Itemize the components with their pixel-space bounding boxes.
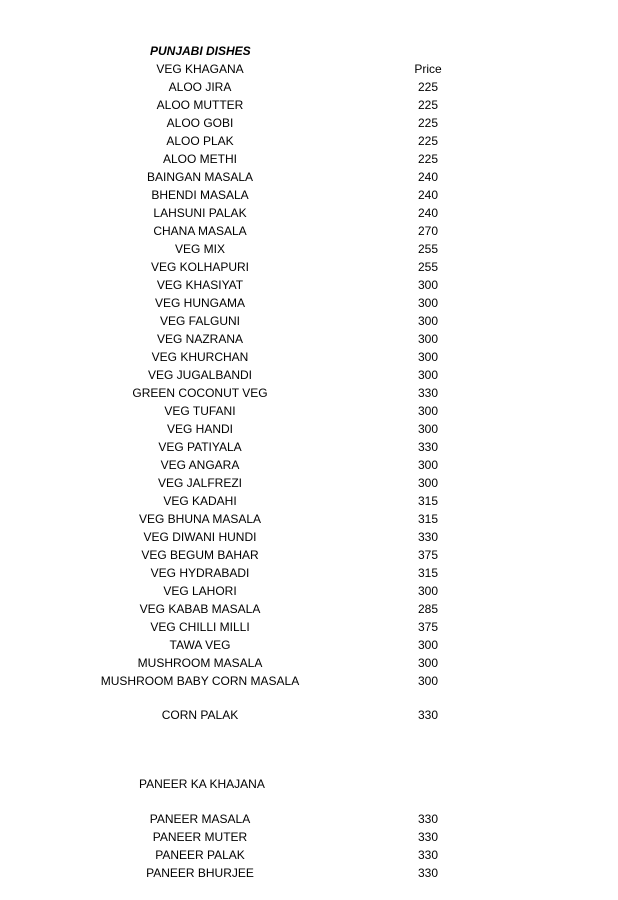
menu-item-name: VEG KHASIYAT [156,278,244,292]
menu-item-price: 330 [417,708,439,722]
price-header-row [0,60,618,78]
menu-item-name: VEG KOLHAPURI [150,260,250,274]
menu-item-row [0,654,618,672]
section-title-paneer-ka-khajana: PANEER KA KHAJANA [139,777,265,791]
menu-item-name: VEG LAHORI [163,584,237,598]
menu-item-row [0,546,618,564]
menu-item-row [0,456,618,474]
menu-item-row [0,330,618,348]
menu-item-price: 300 [417,296,439,310]
menu-item-name: ALOO METHI [162,152,237,166]
menu-item-row [0,492,618,510]
menu-item-name: ALOO PLAK [166,134,234,148]
menu-item-price: 300 [417,476,439,490]
menu-item-name: VEG MIX [174,242,225,256]
menu-item-price: 300 [417,458,439,472]
menu-item-row [0,312,618,330]
menu-item-row [0,672,618,690]
menu-item-price: 330 [417,386,439,400]
menu-item-name: CHANA MASALA [153,224,247,238]
menu-item-name: VEG DIWANI HUNDI [143,530,257,544]
menu-item-name: VEG BHUNA MASALA [138,512,262,526]
menu-item-row [0,636,618,654]
menu-item-price: 300 [417,404,439,418]
menu-item-row [0,348,618,366]
menu-item-price: 300 [417,314,439,328]
menu-item-name: VEG PATIYALA [158,440,242,454]
section-title-punjabi-dishes: PUNJABI DISHES [150,44,251,58]
menu-item-name: PANEER MASALA [149,812,251,826]
menu-item-name: TAWA VEG [169,638,231,652]
menu-item-price: 330 [417,530,439,544]
menu-item-price: 225 [417,152,439,166]
category-label: VEG KHAGANA [156,62,244,76]
menu-item-row [0,384,618,402]
menu-item-row [0,150,618,168]
menu-item-name: CORN PALAK [161,708,239,722]
menu-item-price: 255 [417,260,439,274]
menu-item-price: 375 [417,548,439,562]
menu-item-price: 315 [417,566,439,580]
menu-item-price: 300 [417,332,439,346]
menu-item-row [0,240,618,258]
menu-item-price: 330 [417,440,439,454]
menu-item-name: VEG HANDI [166,422,233,436]
menu-item-name: MUSHROOM BABY CORN MASALA [100,674,300,688]
menu-item-price: 300 [417,674,439,688]
menu-item-price: 225 [417,98,439,112]
menu-item-row [0,438,618,456]
menu-item-row [0,294,618,312]
menu-item-row [0,402,618,420]
menu-item-price: 300 [417,368,439,382]
menu-item-name: PANEER BHURJEE [146,866,254,880]
menu-item-row [0,78,618,96]
menu-item-name: VEG JALFREZI [157,476,243,490]
menu-item-name: LAHSUNI PALAK [153,206,247,220]
menu-item-row [0,510,618,528]
menu-item-row [0,582,618,600]
menu-item-price: 330 [417,812,439,826]
menu-item-row [0,168,618,186]
menu-item-price: 270 [417,224,439,238]
menu-item-price: 225 [417,134,439,148]
menu-item-price: 240 [417,206,439,220]
menu-item-price: 300 [417,422,439,436]
menu-item-price: 300 [417,584,439,598]
menu-item-name: VEG TUFANI [164,404,236,418]
menu-item-price: 330 [417,866,439,880]
menu-item-row [0,864,618,882]
menu-item-row [0,706,618,724]
menu-item-name: VEG KADAHI [163,494,237,508]
menu-item-name: VEG CHILLI MILLI [150,620,250,634]
menu-item-name: GREEN COCONUT VEG [132,386,268,400]
menu-item-price: 225 [417,80,439,94]
menu-item-row [0,528,618,546]
menu-item-name: MUSHROOM MASALA [137,656,263,670]
menu-item-name: VEG JUGALBANDI [147,368,253,382]
menu-item-price: 375 [417,620,439,634]
menu-item-price: 285 [417,602,439,616]
menu-item-name: VEG NAZRANA [156,332,243,346]
menu-item-row [0,114,618,132]
menu-item-row [0,564,618,582]
menu-item-price: 240 [417,170,439,184]
menu-item-row [0,810,618,828]
menu-item-row [0,96,618,114]
menu-item-price: 315 [417,494,439,508]
menu-item-price: 300 [417,656,439,670]
menu-item-name: ALOO GOBI [166,116,234,130]
menu-item-price: 240 [417,188,439,202]
menu-item-row [0,186,618,204]
menu-item-row [0,366,618,384]
menu-item-name: ALOO MUTTER [156,98,244,112]
menu-item-name: VEG KHURCHAN [151,350,249,364]
menu-item-row [0,846,618,864]
menu-item-row [0,600,618,618]
menu-item-row [0,828,618,846]
menu-item-price: 330 [417,830,439,844]
menu-item-name: VEG KABAB MASALA [139,602,261,616]
menu-item-name: VEG HYDRABADI [150,566,250,580]
menu-item-price: 315 [417,512,439,526]
menu-item-price: 255 [417,242,439,256]
menu-item-row [0,420,618,438]
menu-item-name: VEG ANGARA [160,458,240,472]
menu-item-name: VEG HUNGAMA [154,296,245,310]
menu-item-name: VEG BEGUM BAHAR [141,548,259,562]
menu-item-row [0,132,618,150]
menu-item-name: ALOO JIRA [168,80,232,94]
price-column-header: Price [414,62,442,76]
menu-item-name: BHENDI MASALA [151,188,249,202]
menu-item-row [0,258,618,276]
menu-item-name: VEG FALGUNI [159,314,241,328]
menu-item-price: 300 [417,638,439,652]
menu-item-price: 225 [417,116,439,130]
menu-item-name: PANEER MUTER [152,830,248,844]
menu-item-row [0,474,618,492]
menu-item-price: 300 [417,350,439,364]
menu-item-name: PANEER PALAK [155,848,245,862]
menu-item-name: BAINGAN MASALA [146,170,254,184]
menu-item-row [0,204,618,222]
menu-item-row [0,276,618,294]
menu-item-row [0,618,618,636]
menu-item-price: 300 [417,278,439,292]
menu-item-row [0,222,618,240]
menu-item-price: 330 [417,848,439,862]
